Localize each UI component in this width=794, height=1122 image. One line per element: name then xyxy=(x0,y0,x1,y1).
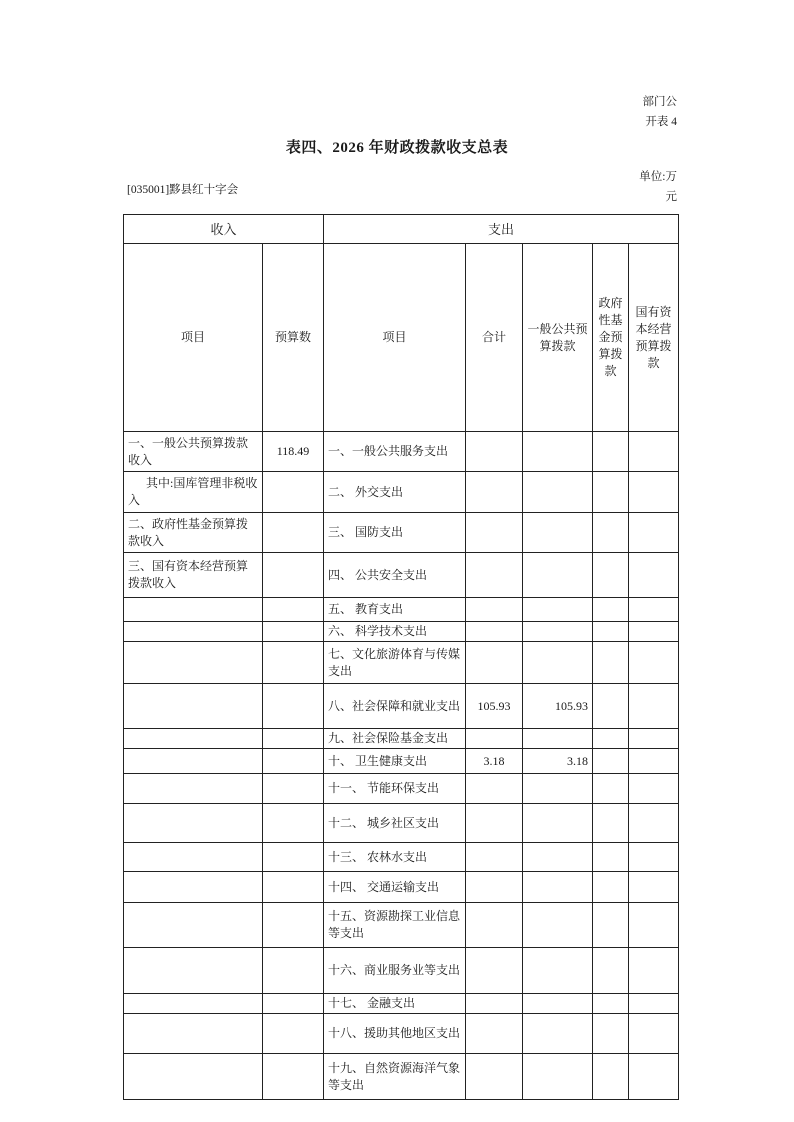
expense-total-header: 合计 xyxy=(466,244,523,432)
expense-gov-fund-cell xyxy=(593,729,629,749)
income-budget-cell xyxy=(263,598,324,622)
expense-gov-fund-cell xyxy=(593,843,629,872)
budget-table xyxy=(123,214,679,1100)
unit-note xyxy=(639,167,677,207)
expense-state-capital-cell xyxy=(629,774,679,804)
expense-gov-fund-cell xyxy=(593,948,629,994)
table-row xyxy=(124,553,679,598)
expense-general-public-cell xyxy=(523,994,593,1014)
expense-gov-fund-cell xyxy=(593,1014,629,1054)
table-row xyxy=(124,513,679,553)
expense-total-cell xyxy=(466,642,523,684)
expense-state-capital-cell xyxy=(629,432,679,472)
income-budget-cell xyxy=(263,553,324,598)
unit-note-line1: 单位:万 xyxy=(639,171,677,183)
income-item-cell xyxy=(124,1014,263,1054)
expense-gov-fund-cell xyxy=(593,513,629,553)
expense-total-cell xyxy=(466,948,523,994)
expense-item-cell: 五、 教育支出 xyxy=(324,598,466,622)
income-budget-cell xyxy=(263,1014,324,1054)
table-row xyxy=(124,948,679,994)
expense-gov-fund-cell xyxy=(593,872,629,903)
expense-general-public-cell xyxy=(523,598,593,622)
table-row xyxy=(124,642,679,684)
expense-state-capital-cell xyxy=(629,749,679,774)
group-header-row xyxy=(124,215,679,244)
corner-note-line2: 开表 4 xyxy=(645,116,677,128)
column-header-row xyxy=(124,244,679,432)
expense-item-cell: 十六、商业服务业等支出 xyxy=(324,948,466,994)
expense-item-cell: 十九、自然资源海洋气象等支出 xyxy=(324,1054,466,1100)
expense-total-cell xyxy=(466,872,523,903)
expense-state-capital-cell xyxy=(629,642,679,684)
income-item-cell xyxy=(124,843,263,872)
expense-general-public-cell xyxy=(523,432,593,472)
expense-total-cell xyxy=(466,903,523,948)
income-budget-cell xyxy=(263,729,324,749)
income-budget-cell xyxy=(263,843,324,872)
expense-total-cell xyxy=(466,622,523,642)
table-row xyxy=(124,472,679,513)
income-item-cell xyxy=(124,598,263,622)
expense-gov-fund-cell xyxy=(593,684,629,729)
expense-total-cell xyxy=(466,1054,523,1100)
expense-total-cell xyxy=(466,804,523,843)
expense-general-public-cell xyxy=(523,1054,593,1100)
income-budget-cell xyxy=(263,622,324,642)
income-item-cell xyxy=(124,872,263,903)
expense-total-cell xyxy=(466,513,523,553)
expense-total-cell: 3.18 xyxy=(466,749,523,774)
expense-general-public-cell xyxy=(523,472,593,513)
expense-total-cell xyxy=(466,472,523,513)
expense-total-cell xyxy=(466,432,523,472)
expense-gov-fund-cell xyxy=(593,774,629,804)
expense-item-cell: 十八、援助其他地区支出 xyxy=(324,1014,466,1054)
expense-item-cell: 十三、 农林水支出 xyxy=(324,843,466,872)
table-row xyxy=(124,903,679,948)
expense-gov-fund-cell xyxy=(593,553,629,598)
expense-gov-fund-cell xyxy=(593,642,629,684)
table-row xyxy=(124,994,679,1014)
income-budget-cell xyxy=(263,684,324,729)
income-item-cell xyxy=(124,1054,263,1100)
expense-state-capital-cell xyxy=(629,513,679,553)
income-budget-cell xyxy=(263,872,324,903)
expense-item-header: 项目 xyxy=(324,244,466,432)
expense-state-capital-cell xyxy=(629,994,679,1014)
expense-total-cell xyxy=(466,994,523,1014)
expense-item-cell: 十七、 金融支出 xyxy=(324,994,466,1014)
income-budget-cell xyxy=(263,472,324,513)
table-row xyxy=(124,804,679,843)
expense-item-cell: 十四、 交通运输支出 xyxy=(324,872,466,903)
income-item-cell xyxy=(124,994,263,1014)
income-item-cell xyxy=(124,804,263,843)
expense-total-cell xyxy=(466,598,523,622)
income-budget-cell xyxy=(263,774,324,804)
income-item-cell: 二、政府性基金预算拨款收入 xyxy=(124,513,263,553)
income-budget-cell xyxy=(263,948,324,994)
expense-state-capital-cell xyxy=(629,684,679,729)
expense-general-public-cell xyxy=(523,903,593,948)
expense-general-public-cell xyxy=(523,872,593,903)
table-row xyxy=(124,729,679,749)
unit-note-line2: 元 xyxy=(665,191,677,203)
expense-item-cell: 十二、 城乡社区支出 xyxy=(324,804,466,843)
income-item-cell xyxy=(124,642,263,684)
expense-gov-fund-cell xyxy=(593,994,629,1014)
expense-gov-fund-cell xyxy=(593,1054,629,1100)
income-item-cell: 一、一般公共预算拨款收入 xyxy=(124,432,263,472)
income-group-header: 收入 xyxy=(124,215,324,244)
general-public-budget-header: 一般公共预算拨款 xyxy=(523,244,593,432)
income-budget-cell xyxy=(263,804,324,843)
expense-total-cell xyxy=(466,843,523,872)
table-row xyxy=(124,622,679,642)
expense-total-cell xyxy=(466,553,523,598)
table-row xyxy=(124,1014,679,1054)
income-budget-cell xyxy=(263,642,324,684)
income-item-cell xyxy=(124,684,263,729)
corner-note xyxy=(643,92,678,132)
income-budget-cell xyxy=(263,513,324,553)
expense-item-cell: 四、 公共安全支出 xyxy=(324,553,466,598)
income-budget-cell xyxy=(263,749,324,774)
expense-total-cell xyxy=(466,1014,523,1054)
expense-gov-fund-cell xyxy=(593,432,629,472)
page-title: 表四、2026 年财政拨款收支总表 xyxy=(285,140,509,156)
income-item-cell: 三、国有资本经营预算拨款收入 xyxy=(124,553,263,598)
expense-group-header: 支出 xyxy=(324,215,679,244)
expense-gov-fund-cell xyxy=(593,472,629,513)
expense-state-capital-cell xyxy=(629,729,679,749)
table-row xyxy=(124,684,679,729)
income-budget-cell xyxy=(263,903,324,948)
table-row xyxy=(124,774,679,804)
income-item-cell xyxy=(124,774,263,804)
expense-item-cell: 八、社会保障和就业支出 xyxy=(324,684,466,729)
table-row xyxy=(124,598,679,622)
expense-general-public-cell xyxy=(523,774,593,804)
table-row xyxy=(124,749,679,774)
expense-state-capital-cell xyxy=(629,598,679,622)
expense-item-cell: 三、 国防支出 xyxy=(324,513,466,553)
expense-item-cell: 一、一般公共服务支出 xyxy=(324,432,466,472)
gov-fund-budget-header: 政府性基金预算拨款 xyxy=(593,244,629,432)
income-item-cell xyxy=(124,729,263,749)
expense-state-capital-cell xyxy=(629,804,679,843)
income-budget-cell: 118.49 xyxy=(263,432,324,472)
expense-state-capital-cell xyxy=(629,872,679,903)
expense-state-capital-cell xyxy=(629,472,679,513)
expense-state-capital-cell xyxy=(629,622,679,642)
expense-gov-fund-cell xyxy=(593,903,629,948)
expense-state-capital-cell xyxy=(629,1054,679,1100)
org-name: [035001]黟县红十字会 xyxy=(127,184,239,196)
expense-item-cell: 六、 科学技术支出 xyxy=(324,622,466,642)
expense-item-cell: 十五、资源勘探工业信息等支出 xyxy=(324,903,466,948)
expense-general-public-cell xyxy=(523,948,593,994)
expense-general-public-cell xyxy=(523,843,593,872)
expense-general-public-cell xyxy=(523,642,593,684)
expense-state-capital-cell xyxy=(629,1014,679,1054)
table-body xyxy=(124,432,679,1100)
expense-general-public-cell xyxy=(523,553,593,598)
expense-gov-fund-cell xyxy=(593,622,629,642)
expense-item-cell: 十、 卫生健康支出 xyxy=(324,749,466,774)
expense-total-cell xyxy=(466,729,523,749)
income-item-cell xyxy=(124,948,263,994)
expense-total-cell: 105.93 xyxy=(466,684,523,729)
expense-general-public-cell: 105.93 xyxy=(523,684,593,729)
table-row xyxy=(124,843,679,872)
income-budget-header: 预算数 xyxy=(263,244,324,432)
state-capital-budget-header: 国有资本经营预算拨款 xyxy=(629,244,679,432)
income-item-cell xyxy=(124,903,263,948)
income-budget-cell xyxy=(263,994,324,1014)
income-item-header: 项目 xyxy=(124,244,263,432)
expense-general-public-cell: 3.18 xyxy=(523,749,593,774)
expense-general-public-cell xyxy=(523,729,593,749)
expense-general-public-cell xyxy=(523,1014,593,1054)
table-row xyxy=(124,872,679,903)
expense-item-cell: 七、文化旅游体育与传媒支出 xyxy=(324,642,466,684)
corner-note-line1: 部门公 xyxy=(642,96,677,108)
expense-general-public-cell xyxy=(523,622,593,642)
expense-gov-fund-cell xyxy=(593,749,629,774)
expense-item-cell: 二、 外交支出 xyxy=(324,472,466,513)
income-item-cell xyxy=(124,622,263,642)
expense-state-capital-cell xyxy=(629,843,679,872)
table-row xyxy=(124,1054,679,1100)
expense-state-capital-cell xyxy=(629,553,679,598)
expense-total-cell xyxy=(466,774,523,804)
expense-state-capital-cell xyxy=(629,948,679,994)
expense-general-public-cell xyxy=(523,513,593,553)
expense-state-capital-cell xyxy=(629,903,679,948)
income-item-cell: 其中:国库管理非税收入 xyxy=(124,472,263,513)
expense-item-cell: 九、社会保险基金支出 xyxy=(324,729,466,749)
table-row xyxy=(124,432,679,472)
income-budget-cell xyxy=(263,1054,324,1100)
expense-item-cell: 十一、 节能环保支出 xyxy=(324,774,466,804)
expense-gov-fund-cell xyxy=(593,598,629,622)
income-item-cell xyxy=(124,749,263,774)
expense-general-public-cell xyxy=(523,804,593,843)
expense-gov-fund-cell xyxy=(593,804,629,843)
